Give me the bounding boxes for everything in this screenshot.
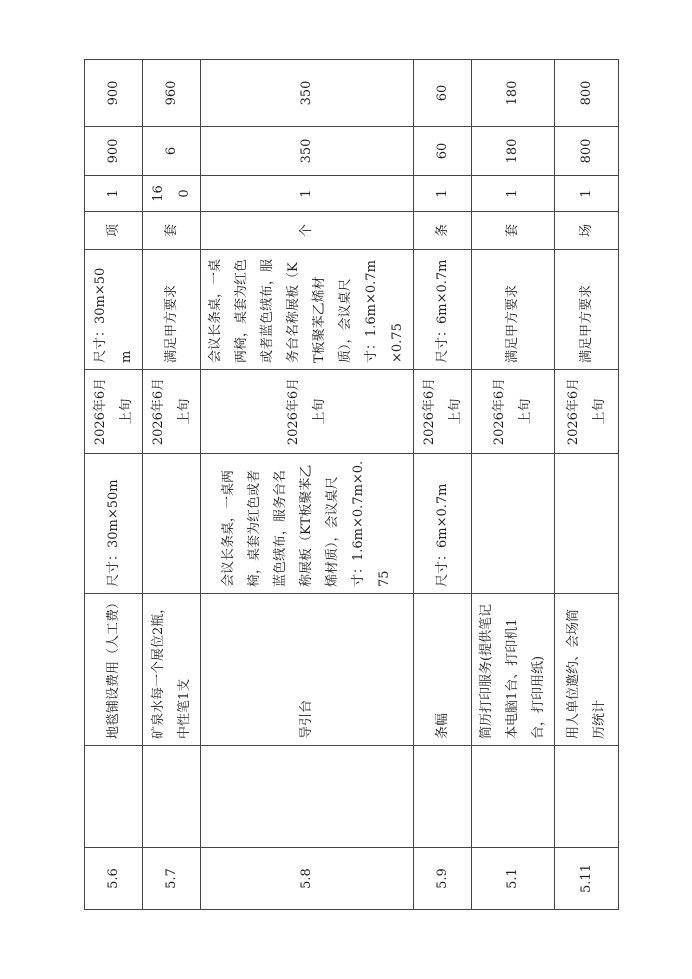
total-price-cell: 900	[85, 60, 143, 127]
specification-cell: 满足甲方要求	[555, 250, 619, 370]
remark-cell	[472, 746, 555, 848]
unit-cell: 套	[143, 212, 201, 250]
unit-price-cell: 800	[555, 127, 619, 176]
unit-price-cell: 900	[85, 127, 143, 176]
requirement-cell: 尺寸：30m×50m	[85, 454, 143, 594]
unit-price-cell: 6	[143, 127, 201, 176]
table-row	[85, 60, 143, 910]
row-number-cell: 5.11	[555, 848, 619, 910]
quantity-cell: 1	[472, 176, 555, 212]
table-row	[143, 60, 201, 910]
remark-cell	[414, 746, 472, 848]
row-number-cell: 5.8	[201, 848, 414, 910]
item-name-cell: 条幅	[414, 594, 472, 746]
total-price-cell: 350	[201, 60, 414, 127]
unit-cell: 项	[85, 212, 143, 250]
remark-cell	[201, 746, 414, 848]
remark-cell	[85, 746, 143, 848]
service-time-cell: 2026年6月上旬	[414, 370, 472, 454]
unit-price-cell: 350	[201, 127, 414, 176]
item-name-cell: 用人单位邀约、会场简历统计	[555, 594, 619, 746]
item-name-cell: 地毯铺设费用（人工费）	[85, 594, 143, 746]
unit-cell: 套	[472, 212, 555, 250]
requirement-cell	[472, 454, 555, 594]
unit-cell: 个	[201, 212, 414, 250]
service-time-cell: 2026年6月上旬	[143, 370, 201, 454]
quantity-cell: 1	[201, 176, 414, 212]
table-row	[414, 60, 472, 910]
unit-cell: 条	[414, 212, 472, 250]
unit-price-cell: 60	[414, 127, 472, 176]
service-time-cell: 2026年6月上旬	[472, 370, 555, 454]
specification-cell: 满足甲方要求	[143, 250, 201, 370]
row-number-cell: 5.9	[414, 848, 472, 910]
requirement-cell	[555, 454, 619, 594]
rotated-table-wrapper	[84, 68, 608, 910]
service-time-cell: 2026年6月上旬	[555, 370, 619, 454]
service-time-cell: 2026年6月上旬	[201, 370, 414, 454]
item-name-cell: 矿泉水每一个展位2瓶，中性笔1支	[143, 594, 201, 746]
item-name-cell: 简历打印服务(提供笔记本电脑1台、打印机1台，打印用纸)	[472, 594, 555, 746]
remark-cell	[555, 746, 619, 848]
quantity-cell: 1	[555, 176, 619, 212]
total-price-cell: 180	[472, 60, 555, 127]
specification-cell: 会议长条桌，一桌两椅，桌套为红色或者蓝色绒布，服务台名称展板（KT板聚苯乙烯材质），会议桌尺寸：1.6m×0.7m×0.75	[201, 250, 414, 370]
requirement-cell: 会议长条桌，一桌两椅，桌套为红色或者蓝色绒布，服务台名称展板（KT板聚苯乙烯材质），会议桌尺寸：1.6m×0.7m×0.75	[201, 454, 414, 594]
row-number-cell: 5.1	[472, 848, 555, 910]
service-time-cell: 2026年6月上旬	[85, 370, 143, 454]
total-price-cell: 60	[414, 60, 472, 127]
row-number-cell: 5.6	[85, 848, 143, 910]
table-row	[555, 60, 619, 910]
item-name-cell: 导引台	[201, 594, 414, 746]
specification-cell: 尺寸：6m×0.7m	[414, 250, 472, 370]
total-price-cell: 960	[143, 60, 201, 127]
table-row	[201, 60, 414, 910]
quantity-cell: 160	[143, 176, 201, 212]
requirement-cell: 尺寸：6m×0.7m	[414, 454, 472, 594]
unit-cell: 场	[555, 212, 619, 250]
specification-cell: 满足甲方要求	[472, 250, 555, 370]
row-number-cell: 5.7	[143, 848, 201, 910]
total-price-cell: 800	[555, 60, 619, 127]
table-row	[472, 60, 555, 910]
quotation-table	[84, 59, 619, 910]
requirement-cell	[143, 454, 201, 594]
remark-cell	[143, 746, 201, 848]
quantity-cell: 1	[85, 176, 143, 212]
specification-cell: 尺寸：30m×50m	[85, 250, 143, 370]
unit-price-cell: 180	[472, 127, 555, 176]
quantity-cell: 1	[414, 176, 472, 212]
